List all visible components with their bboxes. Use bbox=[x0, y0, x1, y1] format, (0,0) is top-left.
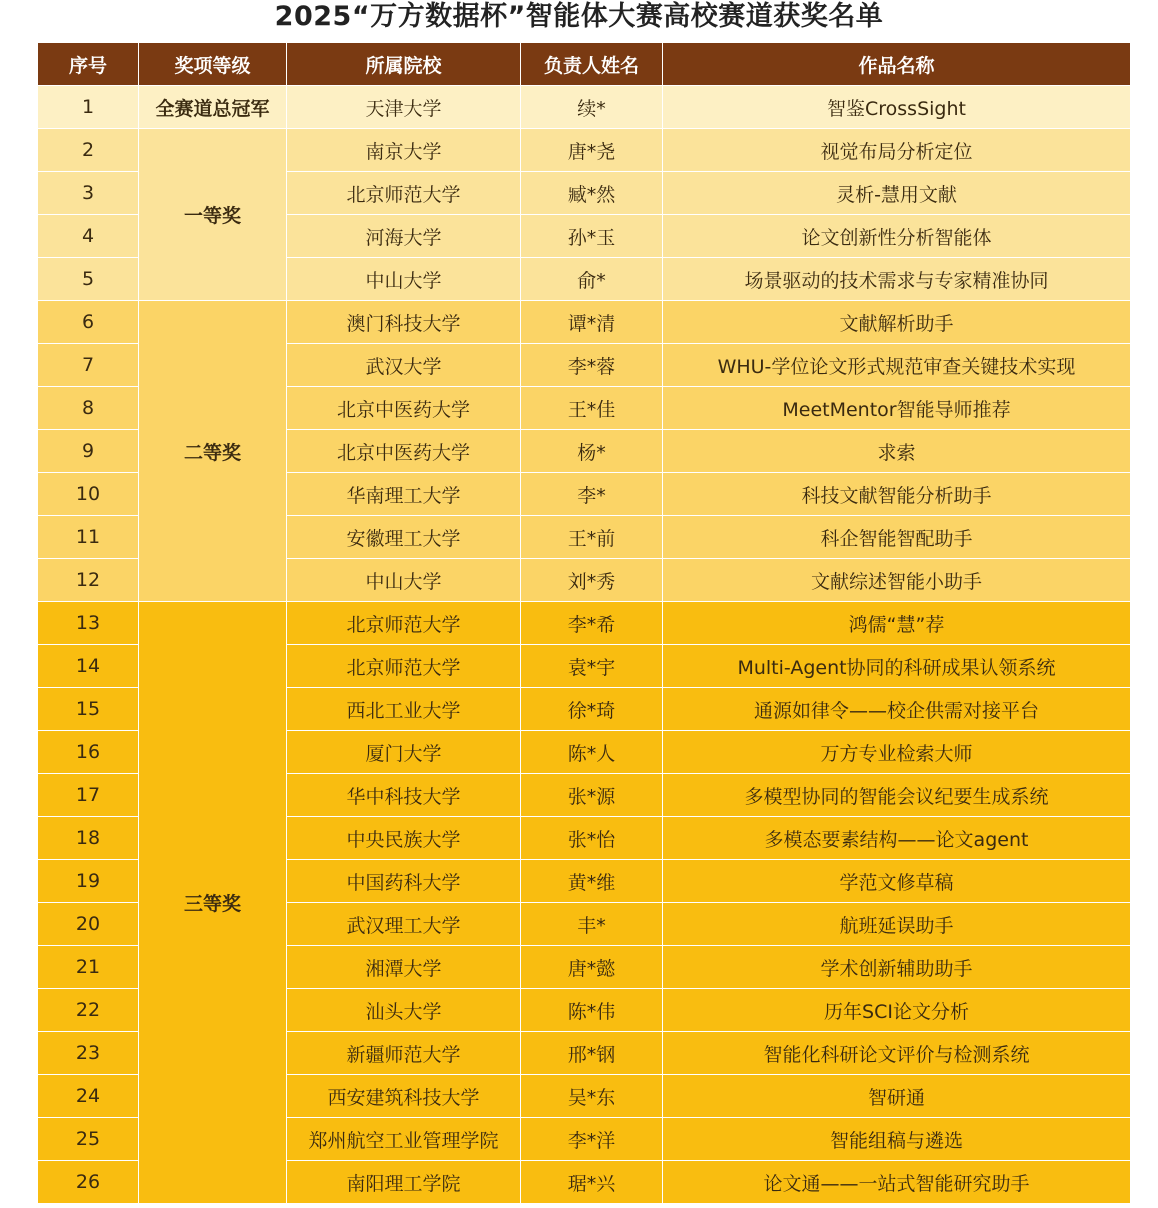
work-title: 论文创新性分析智能体 bbox=[663, 215, 1131, 258]
school-name: 湘潭大学 bbox=[287, 946, 521, 989]
leader-name: 唐*懿 bbox=[521, 946, 663, 989]
work-title: 科技文献智能分析助手 bbox=[663, 473, 1131, 516]
work-title: 学范文修草稿 bbox=[663, 860, 1131, 903]
row-index: 18 bbox=[38, 817, 139, 860]
work-title: 灵析-慧用文献 bbox=[663, 172, 1131, 215]
row-index: 9 bbox=[38, 430, 139, 473]
leader-name: 邢*钢 bbox=[521, 1032, 663, 1075]
award-level: 一等奖 bbox=[139, 129, 287, 301]
leader-name: 陈*人 bbox=[521, 731, 663, 774]
work-title: 学术创新辅助助手 bbox=[663, 946, 1131, 989]
leader-name: 张*怡 bbox=[521, 817, 663, 860]
table-row bbox=[38, 129, 1131, 172]
leader-name: 琚*兴 bbox=[521, 1161, 663, 1204]
leader-name: 李*洋 bbox=[521, 1118, 663, 1161]
leader-name: 李* bbox=[521, 473, 663, 516]
work-title: 文献综述智能小助手 bbox=[663, 559, 1131, 602]
row-index: 6 bbox=[38, 301, 139, 344]
table-body bbox=[38, 86, 1131, 1204]
leader-name: 张*源 bbox=[521, 774, 663, 817]
leader-name: 杨* bbox=[521, 430, 663, 473]
school-name: 天津大学 bbox=[287, 86, 521, 129]
row-index: 24 bbox=[38, 1075, 139, 1118]
leader-name: 俞* bbox=[521, 258, 663, 301]
leader-name: 徐*琦 bbox=[521, 688, 663, 731]
work-title: 求索 bbox=[663, 430, 1131, 473]
award-level: 三等奖 bbox=[139, 602, 287, 1204]
school-name: 南阳理工学院 bbox=[287, 1161, 521, 1204]
school-name: 厦门大学 bbox=[287, 731, 521, 774]
school-name: 中山大学 bbox=[287, 559, 521, 602]
work-title: 历年SCI论文分析 bbox=[663, 989, 1131, 1032]
awards-table bbox=[37, 42, 1131, 1204]
leader-name: 陈*伟 bbox=[521, 989, 663, 1032]
school-name: 安徽理工大学 bbox=[287, 516, 521, 559]
leader-name: 孙*玉 bbox=[521, 215, 663, 258]
school-name: 中央民族大学 bbox=[287, 817, 521, 860]
header-index: 序号 bbox=[38, 43, 139, 86]
school-name: 北京中医药大学 bbox=[287, 387, 521, 430]
row-index: 4 bbox=[38, 215, 139, 258]
table-row bbox=[38, 602, 1131, 645]
row-index: 22 bbox=[38, 989, 139, 1032]
row-index: 13 bbox=[38, 602, 139, 645]
work-title: Multi-Agent协同的科研成果认领系统 bbox=[663, 645, 1131, 688]
row-index: 21 bbox=[38, 946, 139, 989]
header-work: 作品名称 bbox=[663, 43, 1131, 86]
row-index: 20 bbox=[38, 903, 139, 946]
leader-name: 臧*然 bbox=[521, 172, 663, 215]
school-name: 中国药科大学 bbox=[287, 860, 521, 903]
school-name: 汕头大学 bbox=[287, 989, 521, 1032]
leader-name: 李*蓉 bbox=[521, 344, 663, 387]
school-name: 西安建筑科技大学 bbox=[287, 1075, 521, 1118]
work-title: 智能组稿与遴选 bbox=[663, 1118, 1131, 1161]
row-index: 8 bbox=[38, 387, 139, 430]
row-index: 17 bbox=[38, 774, 139, 817]
header-school: 所属院校 bbox=[287, 43, 521, 86]
table-header-row bbox=[38, 43, 1131, 86]
school-name: 北京师范大学 bbox=[287, 172, 521, 215]
work-title: 航班延误助手 bbox=[663, 903, 1131, 946]
row-index: 7 bbox=[38, 344, 139, 387]
school-name: 北京师范大学 bbox=[287, 645, 521, 688]
award-level: 二等奖 bbox=[139, 301, 287, 602]
row-index: 15 bbox=[38, 688, 139, 731]
work-title: 科企智能智配助手 bbox=[663, 516, 1131, 559]
row-index: 23 bbox=[38, 1032, 139, 1075]
leader-name: 刘*秀 bbox=[521, 559, 663, 602]
school-name: 武汉大学 bbox=[287, 344, 521, 387]
school-name: 北京师范大学 bbox=[287, 602, 521, 645]
school-name: 河海大学 bbox=[287, 215, 521, 258]
leader-name: 谭*清 bbox=[521, 301, 663, 344]
header-level: 奖项等级 bbox=[139, 43, 287, 86]
work-title: 鸿儒“慧”荐 bbox=[663, 602, 1131, 645]
school-name: 华中科技大学 bbox=[287, 774, 521, 817]
work-title: 文献解析助手 bbox=[663, 301, 1131, 344]
work-title: MeetMentor智能导师推荐 bbox=[663, 387, 1131, 430]
row-index: 26 bbox=[38, 1161, 139, 1204]
row-index: 14 bbox=[38, 645, 139, 688]
school-name: 西北工业大学 bbox=[287, 688, 521, 731]
table-row bbox=[38, 86, 1131, 129]
leader-name: 续* bbox=[521, 86, 663, 129]
work-title: 智能化科研论文评价与检测系统 bbox=[663, 1032, 1131, 1075]
leader-name: 吴*东 bbox=[521, 1075, 663, 1118]
page-title: 2025“万方数据杯”智能体大赛高校赛道获奖名单 bbox=[274, 1, 884, 32]
row-index: 5 bbox=[38, 258, 139, 301]
school-name: 南京大学 bbox=[287, 129, 521, 172]
leader-name: 袁*宇 bbox=[521, 645, 663, 688]
work-title: 论文通——一站式智能研究助手 bbox=[663, 1161, 1131, 1204]
school-name: 新疆师范大学 bbox=[287, 1032, 521, 1075]
school-name: 郑州航空工业管理学院 bbox=[287, 1118, 521, 1161]
row-index: 1 bbox=[38, 86, 139, 129]
row-index: 16 bbox=[38, 731, 139, 774]
leader-name: 黄*维 bbox=[521, 860, 663, 903]
work-title: 通源如律令——校企供需对接平台 bbox=[663, 688, 1131, 731]
work-title: WHU-学位论文形式规范审查关键技术实现 bbox=[663, 344, 1131, 387]
leader-name: 李*希 bbox=[521, 602, 663, 645]
row-index: 10 bbox=[38, 473, 139, 516]
row-index: 25 bbox=[38, 1118, 139, 1161]
work-title: 万方专业检索大师 bbox=[663, 731, 1131, 774]
table-row bbox=[38, 301, 1131, 344]
leader-name: 王*佳 bbox=[521, 387, 663, 430]
header-leader: 负责人姓名 bbox=[521, 43, 663, 86]
work-title: 智研通 bbox=[663, 1075, 1131, 1118]
work-title: 场景驱动的技术需求与专家精准协同 bbox=[663, 258, 1131, 301]
school-name: 澳门科技大学 bbox=[287, 301, 521, 344]
row-index: 3 bbox=[38, 172, 139, 215]
row-index: 12 bbox=[38, 559, 139, 602]
school-name: 中山大学 bbox=[287, 258, 521, 301]
school-name: 武汉理工大学 bbox=[287, 903, 521, 946]
school-name: 北京中医药大学 bbox=[287, 430, 521, 473]
work-title: 多模型协同的智能会议纪要生成系统 bbox=[663, 774, 1131, 817]
award-level: 全赛道总冠军 bbox=[139, 86, 287, 129]
leader-name: 王*前 bbox=[521, 516, 663, 559]
work-title: 多模态要素结构——论文agent bbox=[663, 817, 1131, 860]
leader-name: 唐*尧 bbox=[521, 129, 663, 172]
work-title: 智鉴CrossSight bbox=[663, 86, 1131, 129]
school-name: 华南理工大学 bbox=[287, 473, 521, 516]
row-index: 11 bbox=[38, 516, 139, 559]
row-index: 19 bbox=[38, 860, 139, 903]
leader-name: 丰* bbox=[521, 903, 663, 946]
row-index: 2 bbox=[38, 129, 139, 172]
work-title: 视觉布局分析定位 bbox=[663, 129, 1131, 172]
